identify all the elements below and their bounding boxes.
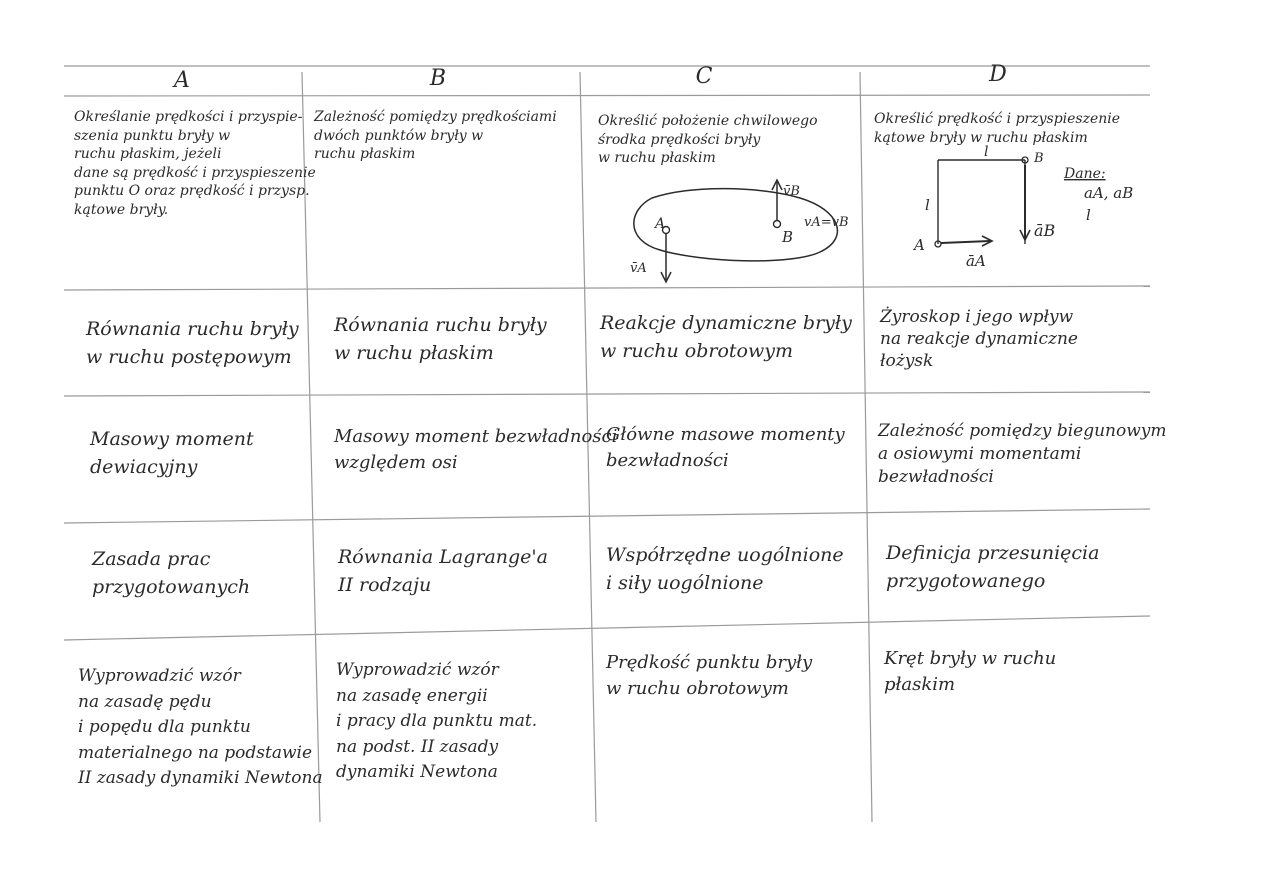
column-header-a: A: [174, 68, 190, 93]
cell-r2-d: [880, 306, 1078, 372]
point-b-marker: [774, 221, 781, 228]
cell-line: Równania Lagrange'a: [338, 546, 548, 568]
cell-line: na zasadę energii: [336, 685, 488, 706]
cell-line: Określić położenie chwilowego: [598, 113, 818, 129]
cell-line: materialnego na podstawie: [78, 742, 313, 763]
cell-line: w ruchu płaskim: [334, 341, 494, 364]
diagram-d-label-a: A: [914, 236, 925, 254]
cell-r2-a: [86, 316, 299, 371]
diagram-d-label-b: B: [1034, 151, 1044, 166]
cell-line: na reakcje dynamiczne: [880, 329, 1078, 350]
cell-line: przygotowanego: [886, 569, 1046, 592]
diagram-d-label-l-left: l: [925, 196, 930, 214]
diagram-d-given-values: aA, aB: [1084, 184, 1134, 202]
diagram-c-relation: vA=vB: [804, 215, 849, 230]
cell-line: Prędkość punktu bryły: [606, 652, 813, 673]
cell-line: Wyprowadzić wzór: [78, 666, 241, 686]
cell-r2-b: [334, 312, 547, 367]
diagram-d: [912, 144, 1133, 270]
diagram-d-label-ab: āB: [1034, 221, 1056, 240]
cell-r3-a: [90, 426, 254, 481]
cell-line: Kręt bryły w ruchu: [884, 648, 1057, 669]
cell-r5-c: [606, 650, 812, 702]
cell-line: Zależność pomiędzy prędkościami: [314, 109, 557, 125]
cell-line: łożysk: [880, 351, 934, 372]
cell-line: w ruchu obrotowym: [600, 339, 793, 362]
cell-line: ruchu płaskim: [314, 146, 416, 163]
acceleration-a-arrow: [941, 241, 990, 243]
diagram-c-label-va: v̄A: [630, 261, 647, 276]
cell-r3-b: [334, 424, 617, 476]
cell-line: a osiowymi momentami: [878, 443, 1082, 464]
cell-line: i siły uogólnione: [606, 571, 764, 594]
cell-r4-a: [92, 546, 250, 601]
cell-r5-a: [78, 664, 323, 792]
cell-r4-b: [338, 544, 548, 599]
cell-line: Równania ruchu bryły: [86, 318, 299, 340]
grid-line-row2: [64, 392, 1150, 396]
cell-r1-b: [314, 108, 557, 164]
cell-r5-b: [336, 658, 537, 786]
cell-r1-c: [598, 112, 818, 168]
cell-r2-c: [600, 310, 852, 365]
cell-r4-d: [886, 540, 1099, 595]
cell-line: szenia punktu bryły w: [74, 127, 231, 144]
diagram-d-label-l-top: l: [984, 144, 989, 160]
cell-line: ruchu płaskim, jeżeli: [74, 146, 222, 163]
cell-line: dynamiki Newtona: [336, 762, 498, 782]
grid-line-header: [64, 95, 1150, 96]
cell-line: Główne masowe momenty: [606, 424, 845, 445]
cell-line: Masowy moment bezwładności: [334, 426, 618, 447]
cell-line: w ruchu obrotowym: [606, 678, 789, 700]
diagram-c-label-a: A: [655, 216, 666, 232]
diagram-c-label-vb: v̄B: [783, 184, 800, 199]
cell-line: płaskim: [884, 674, 956, 696]
cell-line: i pracy dla punktu mat.: [336, 711, 538, 731]
cell-line: Wyprowadzić wzór: [336, 660, 499, 680]
cell-line: w ruchu płaskim: [598, 150, 716, 167]
cell-line: i popędu dla punktu: [78, 717, 251, 737]
grid-line-row3: [64, 509, 1150, 523]
cell-line: Reakcje dynamiczne bryły: [600, 312, 852, 334]
grid-line-col3: [860, 72, 872, 822]
cell-r3-d: [878, 420, 1167, 489]
cell-line: bezwładności: [606, 450, 729, 472]
cell-line: dewiacyjny: [90, 455, 198, 478]
cell-line: kątowe bryły.: [74, 202, 169, 219]
cell-line: Masowy moment: [90, 428, 254, 450]
diagram-d-given-title: Dane:: [1064, 166, 1106, 182]
cell-r1-d: [874, 110, 1120, 147]
cell-line: Określić prędkość i przyspieszenie: [874, 111, 1121, 127]
cell-line: na podst. II zasady: [336, 736, 499, 757]
diagram-c-label-b: B: [782, 228, 794, 246]
cell-r3-c: [606, 422, 845, 474]
cell-line: na zasadę pędu: [78, 691, 212, 712]
cell-line: bezwładności: [878, 466, 994, 487]
cell-line: przygotowanych: [92, 575, 251, 598]
cell-r4-c: [606, 542, 844, 597]
column-header-d: D: [989, 62, 1007, 87]
cell-line: II zasady dynamiki Newtona: [78, 768, 323, 788]
cell-line: w ruchu postępowym: [86, 345, 292, 368]
cell-line: Definicja przesunięcia: [886, 542, 1100, 564]
cell-line: kątowe bryły w ruchu płaskim: [874, 129, 1088, 146]
cell-line: Współrzędne uogólnione: [606, 544, 844, 566]
grid-line-row4: [64, 616, 1150, 640]
cell-line: Określanie prędkości i przyspie-: [74, 109, 303, 125]
diagram-d-label-aa: āA: [966, 252, 986, 270]
cell-line: środka prędkości bryły: [598, 131, 761, 148]
cell-line: dwóch punktów bryły w: [314, 127, 484, 144]
column-header-c: C: [695, 64, 713, 89]
diagram-d-given-l: l: [1086, 206, 1091, 224]
cell-line: dane są prędkość i przyspieszenie: [74, 164, 316, 181]
cell-line: punktu O oraz prędkość i przysp.: [74, 183, 310, 200]
cell-r5-d: [884, 646, 1056, 698]
cell-r1-a: [74, 108, 316, 220]
cell-line: II rodzaju: [338, 573, 432, 596]
column-header-b: B: [429, 66, 447, 91]
diagram-c: [630, 180, 849, 282]
cell-line: Zależność pomiędzy biegunowym: [878, 421, 1167, 441]
cell-line: Zasada prac: [92, 548, 211, 570]
grid-line-row1: [64, 286, 1150, 290]
cell-line: Żyroskop i jego wpływ: [880, 307, 1074, 327]
cell-line: względem osi: [334, 452, 458, 474]
cell-line: Równania ruchu bryły: [334, 314, 547, 336]
